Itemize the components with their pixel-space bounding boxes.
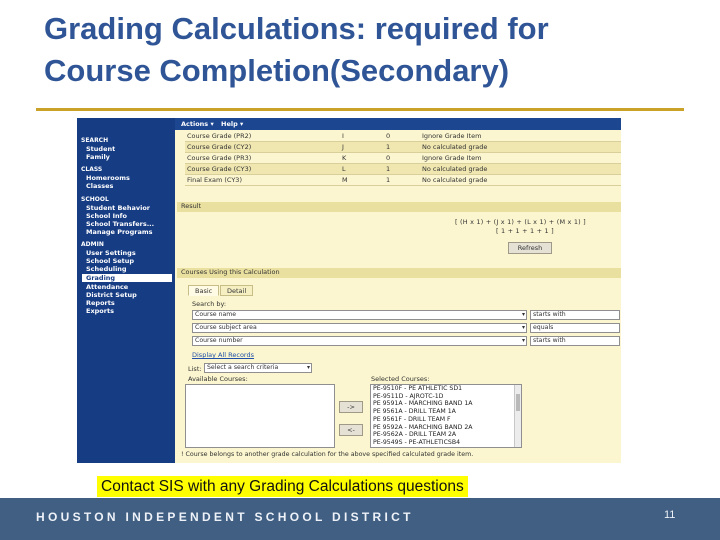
refresh-button[interactable]: Refresh: [508, 242, 552, 254]
criteria-operator-value: equals: [533, 324, 554, 331]
result-section-header: Result: [177, 202, 621, 212]
grade-item-weight: 1: [386, 143, 391, 151]
list-item[interactable]: PE 9592A - MARCHING BAND 2A: [373, 423, 473, 431]
sidebar-header-school: SCHOOL: [81, 196, 109, 203]
criteria-field-value: Course name: [195, 311, 237, 318]
sidebar-header-search: SEARCH: [81, 137, 109, 144]
criteria-field-select[interactable]: [192, 336, 527, 346]
scrollbar-thumb[interactable]: [516, 394, 520, 411]
footer-district-name: HOUSTON INDEPENDENT SCHOOL DISTRICT: [36, 510, 414, 524]
sidebar-item-school-setup[interactable]: School Setup: [86, 257, 135, 265]
tab-detail[interactable]: Detail: [220, 285, 253, 296]
result-formula-denominator: [ 1 + 1 + 1 + 1 ]: [496, 227, 554, 235]
page-number: 11: [664, 509, 676, 521]
grade-item-desc: No calculated grade: [422, 176, 488, 184]
chevron-down-icon: ▾: [521, 324, 525, 331]
table-row[interactable]: [185, 142, 621, 153]
selected-courses-list[interactable]: [370, 384, 522, 448]
sidebar-item-exports[interactable]: Exports: [86, 307, 114, 315]
sidebar-item-district-setup[interactable]: District Setup: [86, 291, 137, 299]
sidebar-item-family[interactable]: Family: [86, 153, 110, 161]
available-courses-label: Available Courses:: [188, 375, 248, 383]
grade-item-weight: 0: [386, 154, 391, 162]
sidebar-header-class: CLASS: [81, 166, 103, 173]
sidebar-item-scheduling[interactable]: Scheduling: [86, 265, 127, 273]
slide-title-line-2: Course Completion(Secondary): [44, 53, 510, 88]
available-courses-list[interactable]: [185, 384, 335, 448]
help-menu[interactable]: Help ▾: [221, 120, 244, 128]
sidebar-item-student[interactable]: Student: [86, 145, 116, 153]
grade-item-code: I: [342, 132, 344, 140]
chevron-down-icon: ▾: [521, 311, 525, 318]
list-select-value: Select a search criteria: [207, 364, 279, 371]
list-item[interactable]: PE 9591A - MARCHING BAND 1A: [373, 400, 473, 408]
grade-item-name: Course Grade (PR3): [187, 154, 252, 162]
grade-item-weight: 1: [386, 165, 391, 173]
criteria-operator-value: starts with: [533, 337, 566, 344]
list-select[interactable]: [204, 363, 312, 373]
criteria-field-value: Course subject area: [195, 324, 257, 331]
sidebar-item-school-transfers[interactable]: School Transfers...: [86, 220, 155, 228]
criteria-field-select[interactable]: [192, 310, 527, 320]
grade-item-code: M: [342, 176, 348, 184]
grade-item-code: J: [342, 143, 344, 151]
grade-item-desc: Ignore Grade Item: [422, 132, 482, 140]
grade-item-code: K: [342, 154, 347, 162]
grade-item-desc: Ignore Grade Item: [422, 154, 482, 162]
actions-menu[interactable]: Actions ▾: [181, 120, 214, 128]
sidebar-item-classes[interactable]: Classes: [86, 182, 114, 190]
list-label: List:: [188, 365, 202, 373]
title-divider: [36, 108, 684, 111]
slide-title: [44, 8, 704, 92]
sidebar-item-grading[interactable]: Grading: [82, 274, 172, 282]
criteria-operator-input[interactable]: [530, 323, 620, 333]
grade-item-weight: 0: [386, 132, 391, 140]
grade-item-weight: 1: [386, 176, 391, 184]
list-item[interactable]: PE-9562A - DRILL TEAM 2A: [373, 431, 457, 439]
criteria-operator-value: starts with: [533, 311, 566, 318]
tab-basic[interactable]: Basic: [188, 285, 219, 296]
sidebar: [77, 118, 175, 463]
sidebar-item-student-behavior[interactable]: Student Behavior: [86, 204, 150, 212]
courses-section-header: Courses Using this Calculation: [177, 268, 621, 278]
list-scrollbar[interactable]: [514, 385, 521, 447]
sidebar-item-homerooms[interactable]: Homerooms: [86, 174, 130, 182]
sidebar-item-school-info[interactable]: School Info: [86, 212, 127, 220]
grade-item-name: Course Grade (CY3): [187, 165, 252, 173]
sidebar-item-reports[interactable]: Reports: [86, 299, 115, 307]
footnote: ! Course belongs to another grade calculation for the above specified calculated grade item.: [181, 451, 474, 458]
selected-courses-label: Selected Courses:: [371, 375, 430, 383]
sidebar-item-manage-programs[interactable]: Manage Programs: [86, 228, 153, 236]
table-row[interactable]: [185, 153, 621, 164]
chevron-down-icon: ▾: [521, 337, 525, 344]
grade-item-desc: No calculated grade: [422, 165, 488, 173]
criteria-operator-input[interactable]: [530, 336, 620, 346]
grade-item-code: L: [342, 165, 346, 173]
add-course-button[interactable]: ->: [339, 401, 363, 413]
menu-bar: [175, 118, 621, 130]
slide-title-line-1: Grading Calculations: required for: [44, 11, 549, 46]
remove-course-button[interactable]: <-: [339, 424, 363, 436]
grade-item-name: Final Exam (CY3): [187, 176, 242, 184]
criteria-field-select[interactable]: [192, 323, 527, 333]
chevron-down-icon: ▾: [306, 364, 310, 371]
sidebar-header-admin: ADMIN: [81, 241, 104, 248]
result-formula: [ (H x 1) + (J x 1) + (L x 1) + (M x 1) ]: [455, 218, 586, 226]
sidebar-item-user-settings[interactable]: User Settings: [86, 249, 136, 257]
criteria-operator-input[interactable]: [530, 310, 620, 320]
contact-note: Contact SIS with any Grading Calculations questions: [97, 476, 468, 497]
table-row[interactable]: [185, 175, 621, 186]
table-row[interactable]: [185, 131, 621, 142]
criteria-field-value: Course number: [195, 337, 243, 344]
app-screenshot: [77, 118, 621, 463]
list-item[interactable]: PE 9561F - DRILL TEAM F: [373, 415, 451, 423]
list-item[interactable]: PE-9510F - PE ATHLETIC SD1: [373, 385, 463, 392]
sidebar-item-attendance[interactable]: Attendance: [86, 283, 129, 291]
grade-item-name: Course Grade (CY2): [187, 143, 252, 151]
list-item[interactable]: PE-9549S - PE-ATHLETICSB4: [373, 438, 461, 446]
list-item[interactable]: PE-9511D - AJROTC-1D: [373, 392, 444, 400]
list-item[interactable]: PE 9561A - DRILL TEAM 1A: [373, 408, 456, 416]
grade-item-name: Course Grade (PR2): [187, 132, 252, 140]
search-by-label: Search by:: [192, 300, 227, 308]
table-row[interactable]: [185, 164, 621, 175]
display-all-records-link[interactable]: Display All Records: [192, 351, 254, 359]
grade-item-desc: No calculated grade: [422, 143, 488, 151]
